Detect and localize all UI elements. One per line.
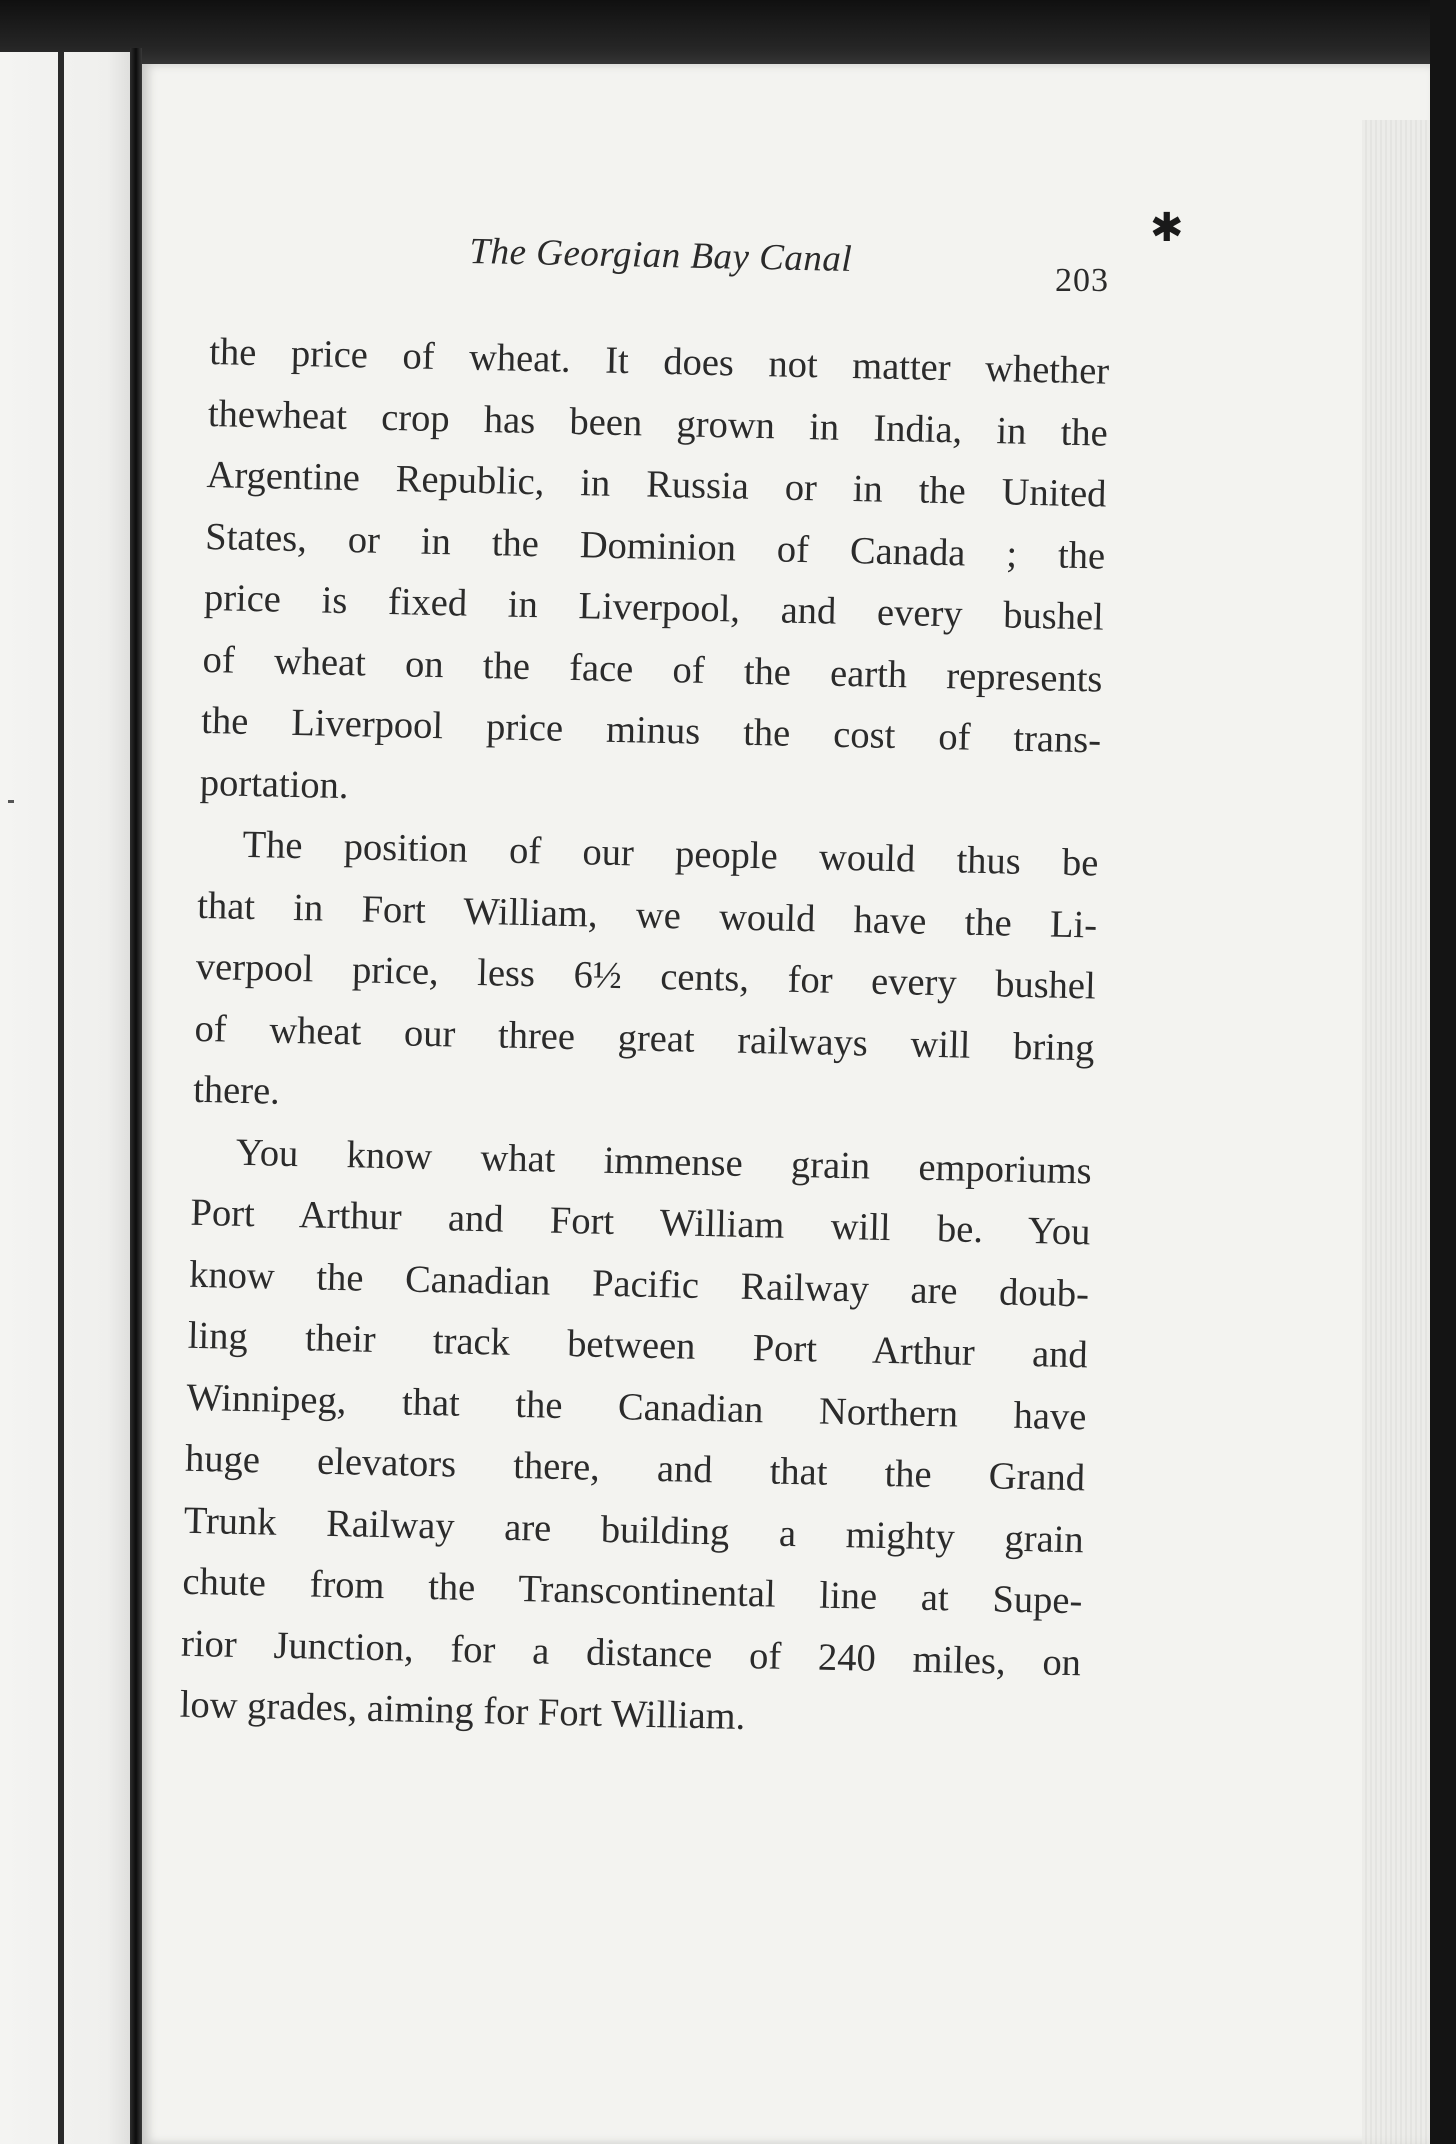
text-line: Trunk Railway are building a mighty grain [183, 1499, 1085, 1561]
text-line: of wheat on the face of the earth represents [202, 638, 1103, 701]
running-head: The Georgian Bay Canal [469, 230, 853, 281]
text-line: that in Fort William, we would have the Li- [196, 884, 1098, 946]
text-line: price is fixed in Liverpool, and every bushel [203, 576, 1105, 639]
book-spine [130, 48, 142, 2144]
text-line: Argentine Republic, in Russia or in the United [206, 453, 1107, 516]
paragraph-3 [179, 1121, 1092, 1755]
text-line: chute from the Transcontinental line at Supe- [182, 1560, 1083, 1623]
text-line: You know what immense grain emporiums [235, 1131, 1093, 1192]
text-line: ling their track between Port Arthur and [187, 1314, 1089, 1377]
text-line: the Liverpool price minus the cost of trans- [200, 699, 1102, 762]
asterisk-mark-icon: ✱ [1150, 205, 1184, 250]
stray-mark [8, 800, 14, 803]
previous-page-edge [0, 52, 134, 2144]
body-text [179, 322, 1110, 1756]
scan-background [0, 0, 1456, 70]
page-stack-edge [1362, 120, 1430, 2144]
text-line: rior Junction, for a distance of 240 miles, on [180, 1622, 1082, 1684]
text-line: there. [192, 1068, 281, 1113]
text-line: thewheat crop has been grown in India, in the [207, 392, 1109, 455]
text-line: low grades, aiming for Fort William. [179, 1683, 746, 1739]
page-number: 203 [1055, 262, 1109, 299]
paragraph-1 [199, 322, 1110, 834]
text-line: Winnipeg, that the Canadian Northern have [186, 1376, 1087, 1438]
text-line: The position of our people would thus be [242, 823, 1099, 885]
text-line: States, or in the Dominion of Canada ; the [204, 515, 1106, 578]
paragraph-2 [193, 814, 1099, 1141]
text-line: the price of wheat. It does not matter whether [208, 330, 1110, 393]
text-line: huge elevators there, and that the Grand [184, 1437, 1086, 1500]
text-line: verpool price, less 6½ cents, for every bushel [195, 945, 1097, 1008]
text-line: of wheat our three great railways will bring [194, 1007, 1095, 1069]
text-line: portation. [199, 761, 350, 807]
previous-page-shadow [58, 52, 64, 2144]
text-line: know the Canadian Pacific Railway are doub- [188, 1253, 1090, 1315]
text-line: Port Arthur and Fort William will be. You [190, 1191, 1091, 1254]
scan-right-edge [1430, 0, 1456, 2144]
